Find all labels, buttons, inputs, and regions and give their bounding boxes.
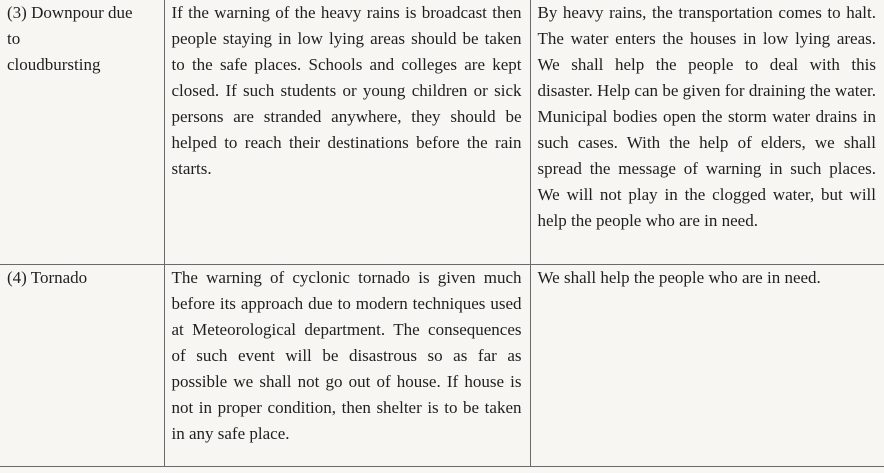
precautions-cell: If the warning of the heavy rains is broadcast then people staying in low lying areas should be taken to the safe places. Schools and colleges are kept closed. If such students or young children or sick persons are stranded anywhere, they should be helped to reach their destinations before the rain starts.: [164, 0, 530, 265]
our-role-cell: We shall help the people who are in need.: [530, 265, 884, 467]
disaster-name-cell: (3) Downpour due to cloudbursting: [0, 0, 164, 265]
table-row: [0, 265, 884, 467]
disaster-name-cell: (4) Tornado: [0, 265, 164, 467]
our-role-cell: By heavy rains, the transportation comes to halt. The water enters the houses in low lying areas. We shall help the people to deal with this disaster. Help can be given for draining the water. Municipal bodies open the storm water drains in such cases. With the help of elders, we shall spread the message of warning in such places. We will not play in the clogged water, but will help the people who are in need.: [530, 0, 884, 265]
precautions-cell: The warning of cyclonic tornado is given much before its approach due to modern techniques used at Meteorological department. The consequences of such event will be disastrous so as far as possible we shall not go out of house. If house is not in proper condition, then shelter is to be taken in any safe place.: [164, 265, 530, 467]
